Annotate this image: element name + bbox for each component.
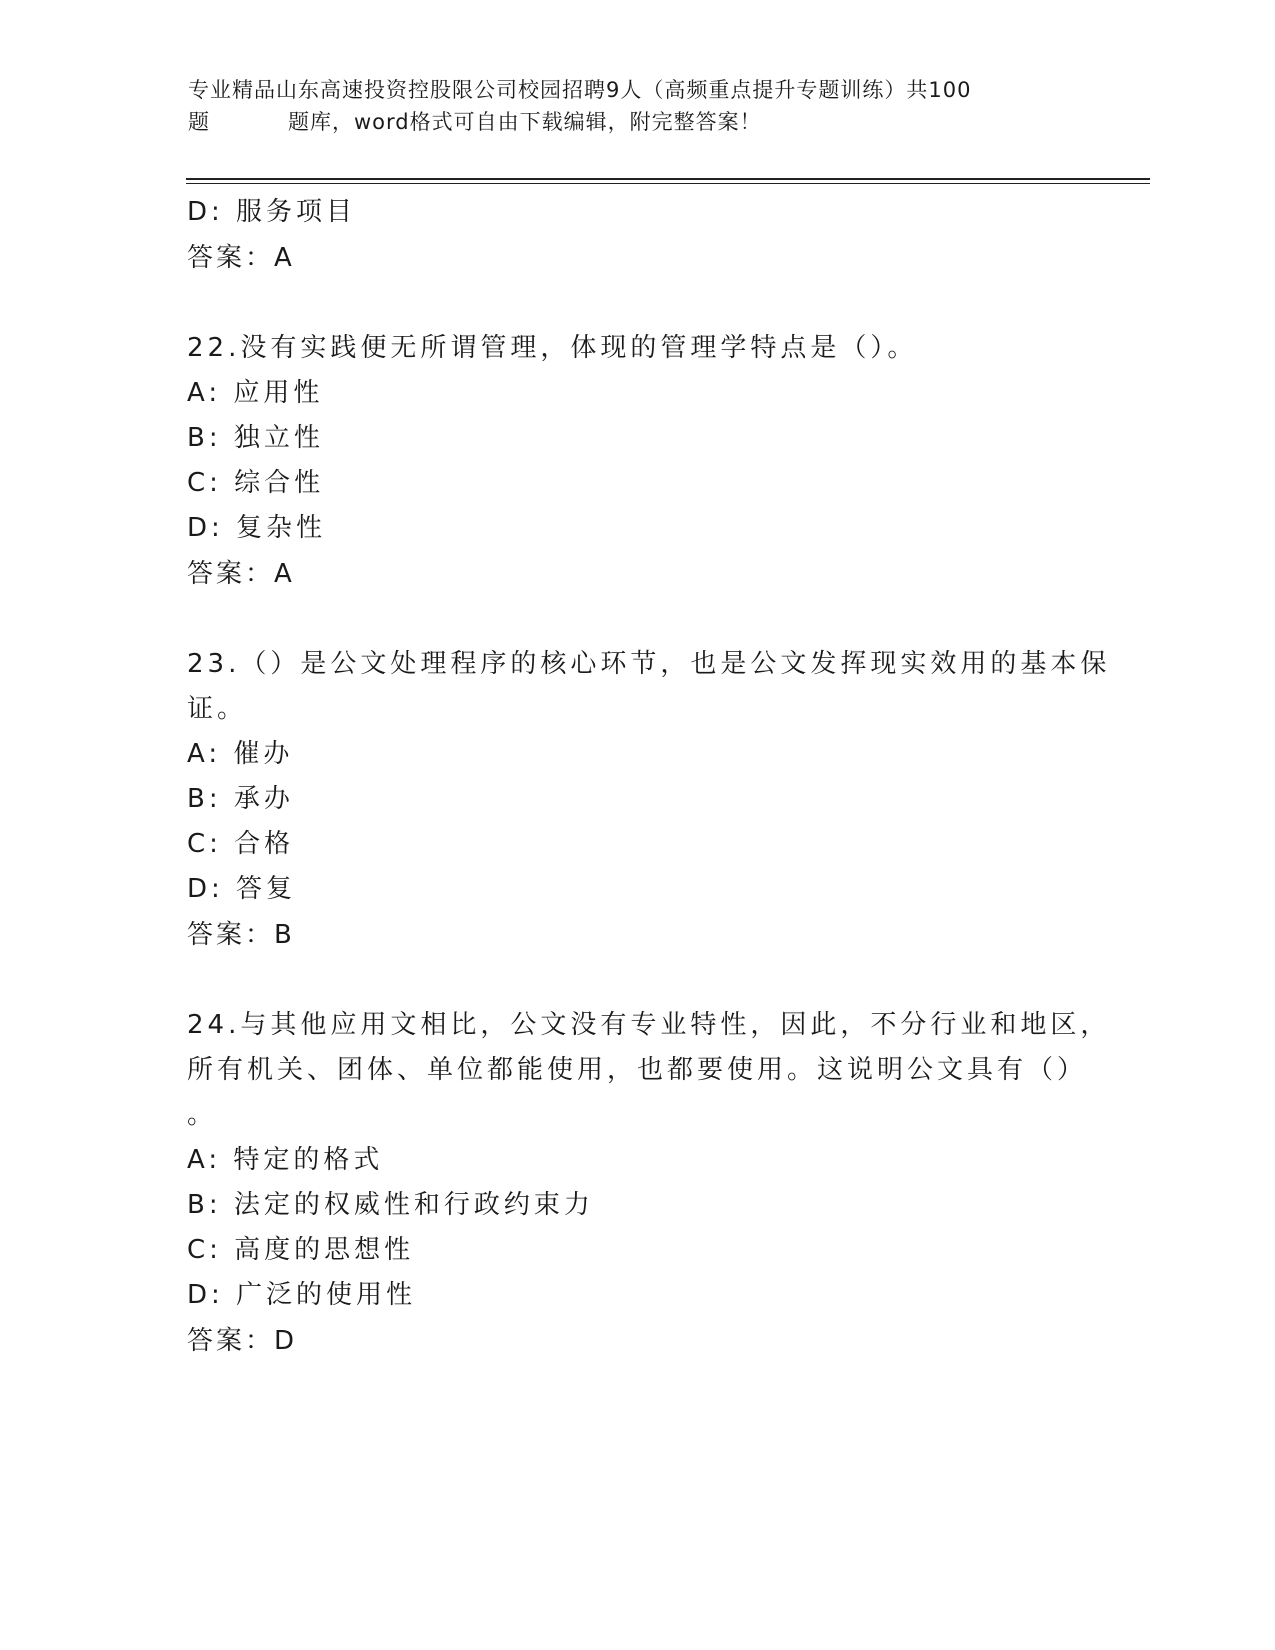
option-c: C: 综合性 bbox=[187, 468, 325, 498]
prev-option-d: D: 服务项目 bbox=[187, 197, 357, 227]
header-divider-thick bbox=[186, 178, 1150, 180]
answer bbox=[187, 551, 1087, 597]
option-c: C: 高度的思想性 bbox=[187, 1235, 415, 1265]
page-header bbox=[188, 74, 1088, 138]
questions-content bbox=[187, 190, 1111, 1364]
option-b: B: 法定的权威性和行政约束力 bbox=[187, 1190, 594, 1220]
answer-label: 答案： bbox=[187, 1326, 275, 1356]
answer-value: D bbox=[274, 1326, 296, 1356]
option-b: B: 承办 bbox=[187, 784, 294, 814]
answer bbox=[187, 912, 1087, 958]
question-24 bbox=[187, 1003, 1111, 1364]
answer-value: A bbox=[274, 559, 293, 589]
header-divider-thin bbox=[186, 183, 1150, 184]
question-stem-line: 所有机关、团体、单位都能使用，也都要使用。这说明公文具有（） bbox=[187, 1055, 1088, 1085]
header-title-line2-left: 题 bbox=[188, 110, 210, 134]
option-a: A: 应用性 bbox=[187, 378, 324, 408]
question-stem bbox=[187, 326, 1077, 371]
question-stem-line: 22.没有实践便无所谓管理，体现的管理学特点是（）。 bbox=[187, 333, 918, 363]
question-23 bbox=[187, 642, 1111, 958]
option-d: D: 答复 bbox=[187, 874, 297, 904]
option-d: D: 复杂性 bbox=[187, 513, 327, 543]
answer-label: 答案： bbox=[187, 559, 275, 589]
option-b: B: 独立性 bbox=[187, 423, 324, 453]
question-stem bbox=[187, 642, 1111, 732]
option-d: D: 广泛的使用性 bbox=[187, 1280, 417, 1310]
answer bbox=[187, 1318, 1087, 1364]
answer-value: A bbox=[274, 243, 293, 273]
question-22 bbox=[187, 326, 1087, 597]
prev-answer bbox=[187, 235, 1087, 281]
option-a: A: 特定的格式 bbox=[187, 1145, 384, 1175]
question-stem-line: 证。 bbox=[187, 694, 248, 724]
header-title-line2 bbox=[188, 106, 1088, 138]
option-c: C: 合格 bbox=[187, 829, 295, 859]
question-stem bbox=[187, 1003, 1111, 1138]
answer-value: B bbox=[274, 920, 293, 950]
answer-label: 答案： bbox=[187, 243, 275, 273]
question-stem-line: 24.与其他应用文相比，公文没有专业特性，因此，不分行业和地区， bbox=[187, 1010, 1111, 1040]
answer-label: 答案： bbox=[187, 920, 275, 950]
question-stem-line: 23.（）是公文处理程序的核心环节，也是公文发挥现实效用的基本保 bbox=[187, 649, 1111, 679]
option-a: A: 催办 bbox=[187, 739, 294, 769]
header-title-line2-right: 题库，word格式可自由下载编辑，附完整答案！ bbox=[288, 110, 762, 134]
question-stem-line: 。 bbox=[187, 1100, 218, 1130]
header-title-line1: 专业精品山东高速投资控股限公司校园招聘9人（高频重点提升专题训练）共100 bbox=[188, 78, 972, 102]
